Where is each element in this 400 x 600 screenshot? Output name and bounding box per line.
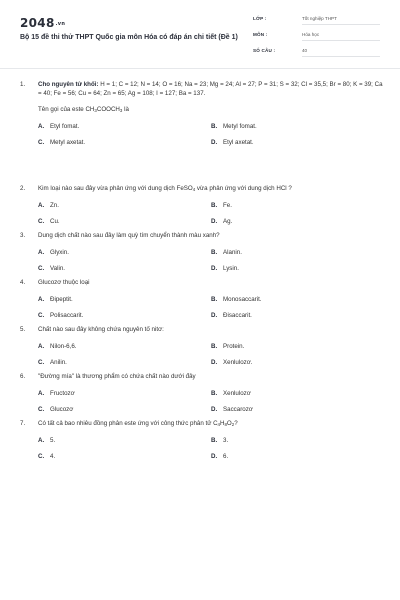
option-letter: B. [211, 296, 218, 303]
question-text [38, 184, 385, 193]
question-7 [20, 419, 385, 469]
question-list [20, 80, 385, 469]
meta-underline [302, 56, 380, 57]
option-letter: A. [38, 437, 45, 444]
option-a[interactable] [38, 342, 211, 351]
meta-label: LỚP : [253, 16, 267, 21]
option-letter: C. [38, 265, 45, 272]
question-number: 5. [20, 326, 26, 333]
meta-label: SỐ CÂU : [253, 48, 276, 53]
option-letter: C. [38, 312, 45, 319]
question-stem [20, 184, 385, 193]
option-b[interactable] [211, 122, 384, 131]
atomic-mass-label: Cho nguyên tử khối: [38, 81, 99, 88]
option-letter: A. [38, 202, 45, 209]
option-letter: D. [211, 139, 218, 146]
option-c[interactable] [38, 138, 211, 147]
option-letter: D. [211, 218, 218, 225]
question-1 [20, 80, 385, 184]
option-text: Ag. [223, 218, 233, 225]
question-4 [20, 278, 385, 325]
subscript: 3 [94, 108, 97, 113]
option-text: Saccarozơ [223, 406, 253, 413]
meta-row-count [253, 46, 380, 62]
meta-value: Hóa học [302, 32, 320, 37]
option-text: Xenlulozơ [223, 390, 251, 397]
option-a[interactable] [38, 201, 211, 210]
option-b[interactable] [211, 248, 384, 257]
option-b[interactable] [211, 201, 384, 210]
question-number: 3. [20, 232, 26, 239]
meta-value: Tốt nghiệp THPT [302, 16, 337, 21]
option-c[interactable] [38, 311, 211, 320]
meta-underline [302, 24, 380, 25]
answer-options [38, 342, 385, 367]
answer-options [38, 295, 385, 320]
option-text: Etyl fomat. [50, 123, 80, 130]
meta-underline [302, 40, 380, 41]
prompt-part: COOCH [96, 106, 120, 113]
document-title: Bộ 15 đề thi thử THPT Quốc gia môn Hóa có đáp án chi tiết (Đề 1) [20, 34, 238, 41]
option-b[interactable] [211, 389, 384, 398]
option-a[interactable] [38, 295, 211, 304]
option-text: Polisaccarit. [50, 312, 84, 319]
option-letter: D. [211, 453, 218, 460]
option-c[interactable] [38, 217, 211, 226]
option-d[interactable] [211, 264, 384, 273]
question-number: 1. [20, 81, 26, 88]
subscript: 8 [224, 422, 227, 427]
option-text: 3. [223, 437, 229, 444]
option-letter: A. [38, 390, 45, 397]
option-a[interactable] [38, 122, 211, 131]
option-letter: D. [211, 359, 218, 366]
option-text: 6. [223, 453, 229, 460]
option-d[interactable] [211, 405, 384, 414]
subscript: 2 [231, 422, 235, 427]
option-d[interactable] [211, 358, 384, 367]
option-text: 5. [50, 437, 56, 444]
option-text: 4. [50, 453, 56, 460]
option-text: Fe. [223, 202, 232, 209]
option-d[interactable] [211, 138, 384, 147]
option-text: Đipeptit. [50, 296, 73, 303]
option-text: Fructozơ [50, 390, 75, 397]
question-3 [20, 231, 385, 278]
option-c[interactable] [38, 264, 211, 273]
option-letter: B. [211, 249, 218, 256]
option-b[interactable] [211, 342, 384, 351]
question-stem [20, 278, 385, 287]
option-letter: D. [211, 265, 218, 272]
option-c[interactable] [38, 358, 211, 367]
option-d[interactable] [211, 311, 384, 320]
option-letter: B. [211, 437, 218, 444]
option-text: Đisaccarit. [223, 312, 252, 319]
option-text: Etyl axetat. [223, 139, 254, 146]
option-letter: B. [211, 343, 218, 350]
atomic-mass-values: H = 1; C = 12; N = 14; O = 16; Na = 23; Mg = 24; Al = 27; P = 31; S = 32; Cl = 35,5; Br = 80; K = 39; Ca = 40; Fe = 56; Cu = 64; Zn = 65; Ag = 108; I = 127; Ba = 137. [38, 81, 383, 97]
header [20, 14, 380, 62]
subscript: 4 [192, 187, 196, 192]
option-b[interactable] [211, 295, 384, 304]
question-2 [20, 184, 385, 231]
question-number: 6. [20, 373, 26, 380]
question-prompt [38, 105, 385, 114]
text-part: Có tất cả bao nhiêu đồng phân este ứng với công thức phân tử C [38, 420, 218, 427]
question-6 [20, 372, 385, 419]
option-text: Cu. [50, 218, 60, 225]
option-letter: A. [38, 343, 45, 350]
logo-tld: .vn [55, 20, 66, 27]
prompt-part: Tên gọi của este CH [38, 106, 95, 113]
meta-label: MÔN : [253, 32, 268, 37]
option-letter: A. [38, 296, 45, 303]
option-letter: C. [38, 453, 45, 460]
option-letter: B. [211, 202, 218, 209]
question-stem [20, 325, 385, 334]
question-text: Chất nào sau đây không chứa nguyên tố nitơ: [38, 326, 164, 333]
option-letter: B. [211, 123, 218, 130]
option-d[interactable] [211, 452, 384, 461]
option-text: Anilin. [50, 359, 67, 366]
option-text: Monosaccarit. [223, 296, 262, 303]
option-a[interactable] [38, 389, 211, 398]
question-stem [20, 80, 385, 98]
option-letter: B. [211, 390, 218, 397]
answer-options [38, 389, 385, 414]
text-part: ? [234, 420, 238, 427]
exam-meta [253, 14, 380, 62]
answer-options [38, 436, 385, 461]
text-part: vừa phản ứng với dung dịch HCl ? [195, 185, 292, 192]
meta-row-subject [253, 30, 380, 46]
question-text [38, 419, 385, 428]
option-text: Nilon-6,6. [50, 343, 77, 350]
answer-options [38, 248, 385, 273]
option-letter: D. [211, 312, 218, 319]
logo-text: 2048 [20, 16, 55, 30]
question-stem [20, 231, 385, 240]
option-text: Glucozơ [50, 406, 74, 413]
option-text: Glyxin. [50, 249, 69, 256]
question-text: Dung dịch chất nào sau đây làm quỳ tím chuyển thành màu xanh? [38, 232, 220, 239]
question-text: Glucozơ thuộc loại [38, 279, 90, 286]
option-text: Valin. [50, 265, 66, 272]
option-letter: C. [38, 218, 45, 225]
subscript: 3 [119, 108, 123, 113]
option-text: Alanin. [223, 249, 242, 256]
header-divider [0, 68, 400, 69]
option-text: Zn. [50, 202, 59, 209]
option-a[interactable] [38, 436, 211, 445]
option-text: Lysin. [223, 265, 239, 272]
option-letter: C. [38, 359, 45, 366]
option-text: Metyl fomat. [223, 123, 257, 130]
option-letter: C. [38, 139, 45, 146]
question-text: "Đường mía" là thương phẩm có chứa chất nào dưới đây [38, 373, 196, 380]
answer-options [38, 122, 385, 147]
text-part: O [226, 420, 232, 427]
option-text: Xenlulozơ. [223, 359, 253, 366]
option-letter: C. [38, 406, 45, 413]
option-b[interactable] [211, 436, 384, 445]
question-text [38, 80, 385, 98]
option-c[interactable] [38, 405, 211, 414]
option-text: Metyl axetat. [50, 139, 86, 146]
option-a[interactable] [38, 248, 211, 257]
text-part: H [220, 420, 225, 427]
site-logo[interactable] [20, 16, 65, 30]
meta-value: 40 [302, 48, 308, 53]
answer-options [38, 201, 385, 226]
question-stem [20, 419, 385, 428]
option-text: Protein. [223, 343, 245, 350]
question-5 [20, 325, 385, 372]
question-stem [20, 372, 385, 381]
option-letter: A. [38, 249, 45, 256]
option-d[interactable] [211, 217, 384, 226]
question-number: 4. [20, 279, 26, 286]
text-part: Kim loại nào sau đây vừa phản ứng với dung dịch FeSO [38, 185, 193, 192]
question-number: 7. [20, 420, 26, 427]
prompt-part: là [122, 106, 129, 113]
question-number: 2. [20, 185, 26, 192]
option-letter: A. [38, 123, 45, 130]
option-letter: D. [211, 406, 218, 413]
meta-row-class [253, 14, 380, 30]
subscript: 4 [217, 422, 220, 427]
option-c[interactable] [38, 452, 211, 461]
